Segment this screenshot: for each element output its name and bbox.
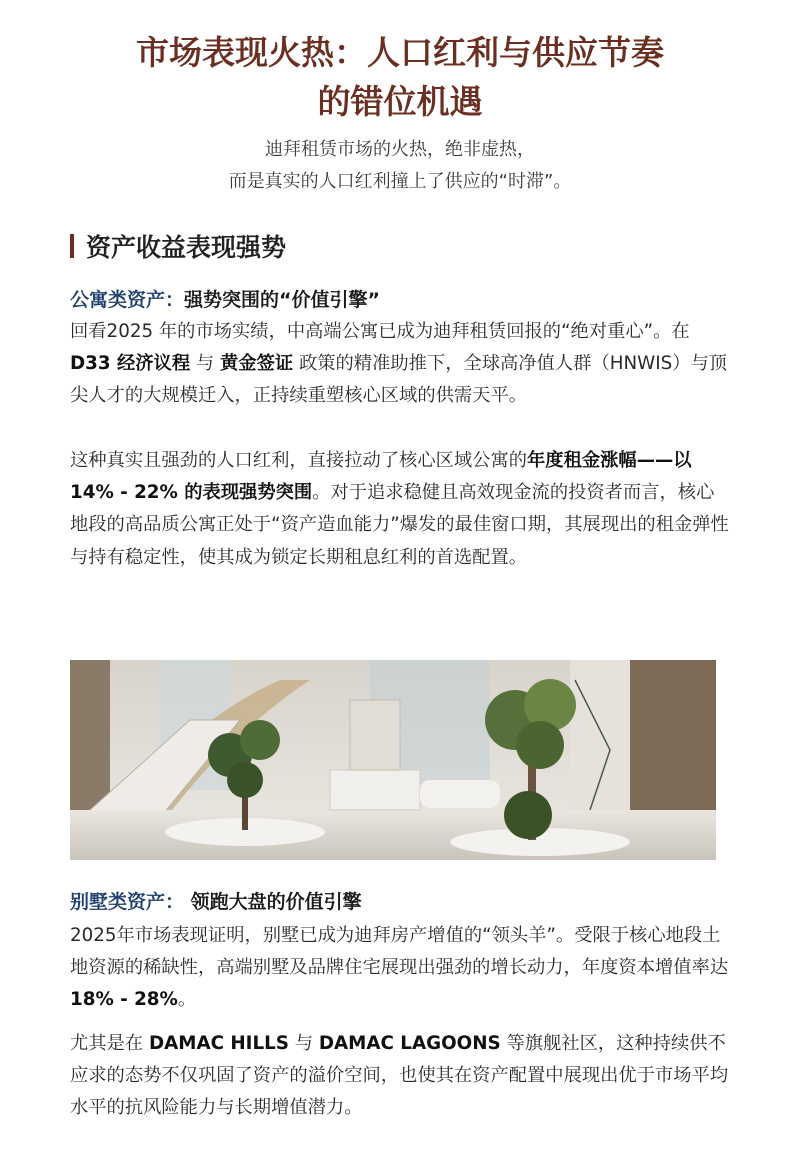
apartment-subheading: [70, 286, 380, 314]
subtitle-line-2: 而是真实的人口红利撞上了供应的“时滞”。: [228, 171, 572, 192]
rent-growth-highlight: 年度租金涨幅——以 14% - 22% 的表现强势突围: [70, 450, 692, 504]
damac-lagoons: DAMAC LAGOONS: [318, 1033, 501, 1054]
text: 等旗舰社区，这种持续供不应求的态势不仅巩固了资产的溢价空间，也使其在资产配置中展现出优于市场平均水平的抗风险能力与长期增值潜力。: [70, 1033, 729, 1119]
golden-visa: 黄金签证: [220, 353, 294, 375]
text: 尤其是在: [70, 1033, 149, 1054]
damac-hills: DAMAC HILLS: [148, 1033, 289, 1054]
villa-heading: 领跑大盘的价值引擎: [184, 891, 362, 913]
section-marker: [70, 234, 74, 258]
interior-illustration: [70, 660, 716, 860]
apartment-paragraph-1: [70, 316, 730, 413]
text: 2025年市场表现证明，别墅已成为迪拜房产增值的“领头羊”。受限于核心地段土地资源的稀缺性，高端别墅及品牌住宅展现出强劲的增长动力，年度资本增值率达: [70, 925, 729, 979]
villa-paragraph-2: [70, 1028, 730, 1125]
apartment-label: 公寓类资产：: [70, 289, 185, 311]
villa-subheading: [70, 888, 362, 916]
villa-paragraph-1: [70, 920, 730, 1017]
appreciation-rate: 18% - 28%: [70, 989, 178, 1011]
page-subtitle: [0, 134, 800, 198]
subtitle-line-1: 迪拜租赁市场的火热，绝非虚热，: [265, 139, 535, 160]
title-line-1: 市场表现火热：人口红利与供应节奏: [136, 33, 664, 72]
villa-label: 别墅类资产：: [70, 891, 185, 913]
section-heading: [70, 228, 286, 264]
apartment-paragraph-2: [70, 445, 730, 574]
interior-photo: [70, 660, 716, 860]
text: 与: [288, 1033, 319, 1054]
page-title: [0, 28, 800, 126]
apartment-heading: 强势突围的“价值引擎”: [184, 289, 380, 311]
text: 这种真实且强劲的人口红利，直接拉动了核心区域公寓的: [70, 450, 528, 471]
title-line-2: 的错位机遇: [317, 82, 483, 121]
text: 。对于追求稳健且高效现金流的投资者而言，核心地段的高品质公寓正处于“资产造血能力”爆发的最佳窗口期，其展现出的租金弹性与持有稳定性，使其成为锁定长期租息红利的首选配置。: [70, 482, 729, 568]
section-title: 资产收益表现强势: [86, 233, 287, 262]
d33-agenda: D33 经济议程: [70, 353, 191, 375]
text: 与: [190, 353, 221, 375]
text: 。: [177, 989, 197, 1011]
text: 政策的精准助推下，全球高净值人群（HNWIS）与顶尖人才的大规模迁入，正持续重塑核心区域的供需天平。: [70, 353, 728, 407]
text: 回看2025 年的市场实绩，中高端公寓已成为迪拜租赁回报的“绝对重心”。在: [70, 321, 690, 342]
